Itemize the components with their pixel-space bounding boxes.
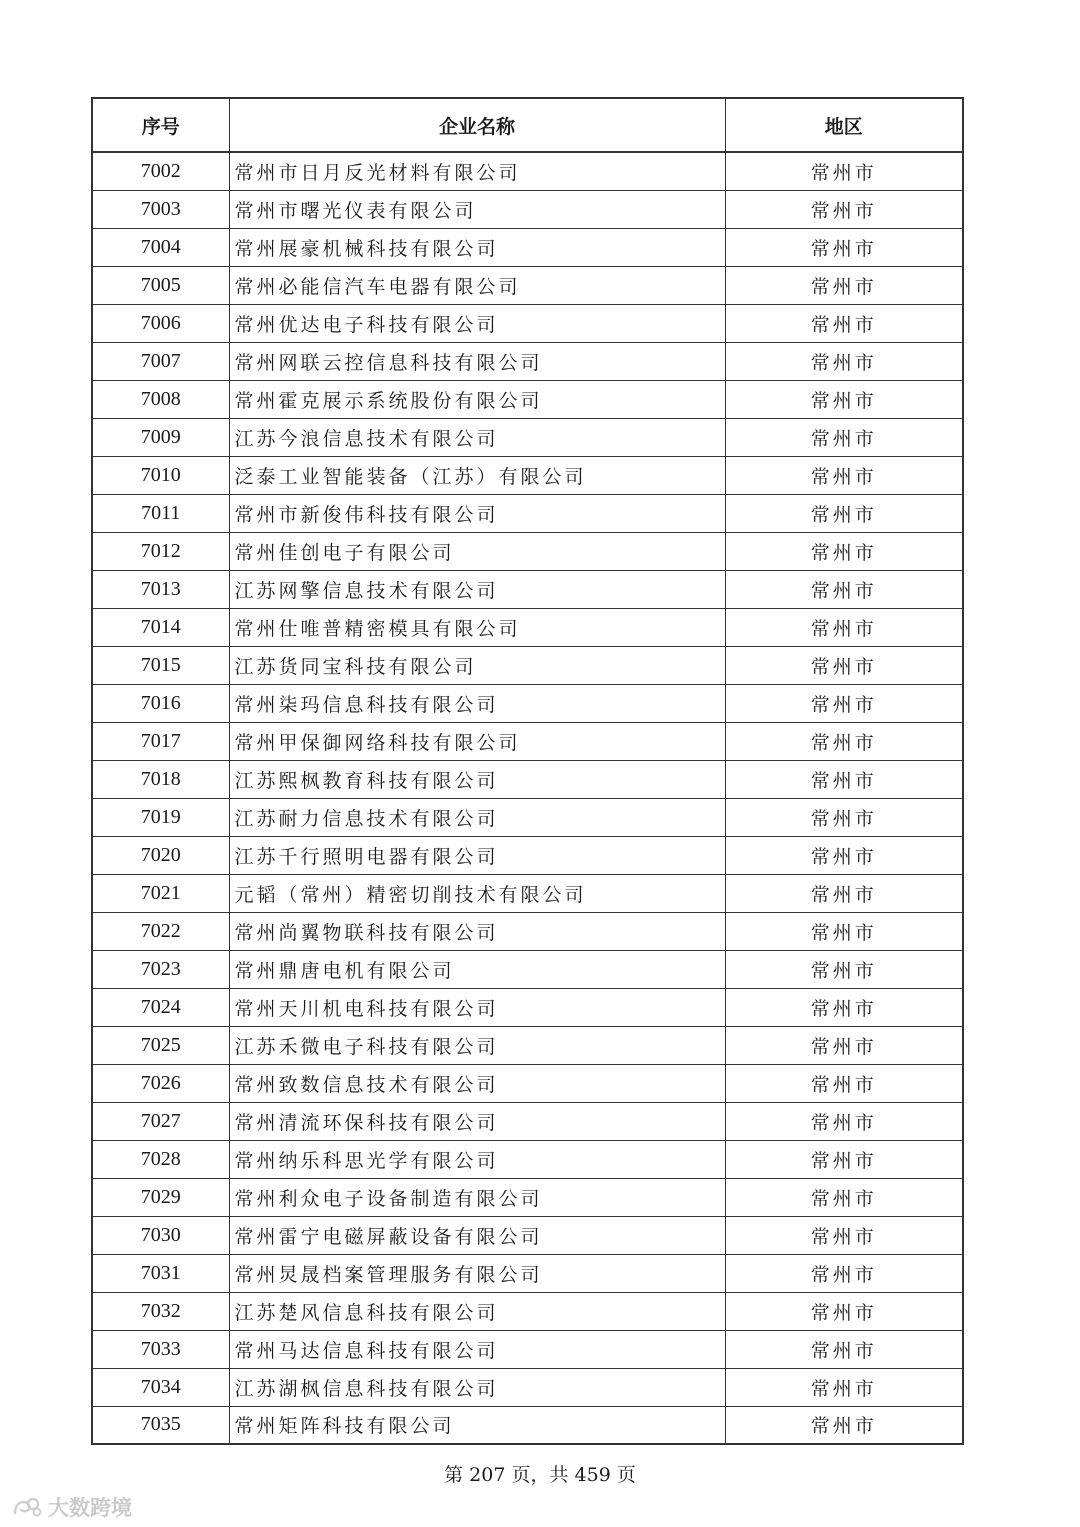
serial-cell: 7033 (92, 1330, 229, 1368)
region-cell: 常州市 (725, 1330, 963, 1368)
company-name-cell: 江苏熙枫教育科技有限公司 (229, 760, 725, 798)
serial-cell: 7014 (92, 608, 229, 646)
table-row (92, 418, 963, 456)
serial-cell: 7025 (92, 1026, 229, 1064)
serial-cell: 7029 (92, 1178, 229, 1216)
company-name-cell: 江苏湖枫信息科技有限公司 (229, 1368, 725, 1406)
table-row (92, 1368, 963, 1406)
region-cell: 常州市 (725, 1406, 963, 1444)
region-cell: 常州市 (725, 342, 963, 380)
serial-cell: 7023 (92, 950, 229, 988)
region-cell: 常州市 (725, 1140, 963, 1178)
company-name-cell: 常州利众电子设备制造有限公司 (229, 1178, 725, 1216)
serial-cell: 7012 (92, 532, 229, 570)
region-cell: 常州市 (725, 988, 963, 1026)
company-name-cell: 江苏禾微电子科技有限公司 (229, 1026, 725, 1064)
table-row (92, 1178, 963, 1216)
company-name-cell: 常州矩阵科技有限公司 (229, 1406, 725, 1444)
region-cell: 常州市 (725, 570, 963, 608)
serial-cell: 7028 (92, 1140, 229, 1178)
company-name-cell: 常州优达电子科技有限公司 (229, 304, 725, 342)
company-name-cell: 常州霍克展示系统股份有限公司 (229, 380, 725, 418)
serial-cell: 7017 (92, 722, 229, 760)
company-name-cell: 江苏货同宝科技有限公司 (229, 646, 725, 684)
table-body (92, 152, 963, 1444)
company-name-cell: 常州佳创电子有限公司 (229, 532, 725, 570)
table-row (92, 874, 963, 912)
brand-logo-icon (12, 1496, 42, 1518)
header-region: 地区 (725, 98, 963, 152)
company-name-cell: 江苏今浪信息技术有限公司 (229, 418, 725, 456)
region-cell: 常州市 (725, 722, 963, 760)
serial-cell: 7019 (92, 798, 229, 836)
region-cell: 常州市 (725, 152, 963, 190)
serial-cell: 7009 (92, 418, 229, 456)
page-number: 第 207 页，共 459 页 (444, 1464, 636, 1486)
region-cell: 常州市 (725, 1292, 963, 1330)
region-cell: 常州市 (725, 266, 963, 304)
company-name-cell: 常州致数信息技术有限公司 (229, 1064, 725, 1102)
serial-cell: 7006 (92, 304, 229, 342)
serial-cell: 7018 (92, 760, 229, 798)
region-cell: 常州市 (725, 304, 963, 342)
company-name-cell: 常州雷宁电磁屏蔽设备有限公司 (229, 1216, 725, 1254)
serial-cell: 7032 (92, 1292, 229, 1330)
table-row (92, 304, 963, 342)
serial-cell: 7031 (92, 1254, 229, 1292)
region-cell: 常州市 (725, 380, 963, 418)
company-name-cell: 元韬（常州）精密切削技术有限公司 (229, 874, 725, 912)
serial-cell: 7035 (92, 1406, 229, 1444)
serial-cell: 7016 (92, 684, 229, 722)
region-cell: 常州市 (725, 950, 963, 988)
region-cell: 常州市 (725, 874, 963, 912)
company-name-cell: 常州网联云控信息科技有限公司 (229, 342, 725, 380)
watermark (12, 1492, 132, 1522)
company-name-cell: 江苏千行照明电器有限公司 (229, 836, 725, 874)
company-name-cell: 常州市曙光仪表有限公司 (229, 190, 725, 228)
table-row (92, 380, 963, 418)
table-row (92, 1102, 963, 1140)
header-company-name: 企业名称 (229, 98, 725, 152)
region-cell: 常州市 (725, 1064, 963, 1102)
table-row (92, 798, 963, 836)
table-row (92, 1330, 963, 1368)
company-name-cell: 常州必能信汽车电器有限公司 (229, 266, 725, 304)
region-cell: 常州市 (725, 1216, 963, 1254)
serial-cell: 7015 (92, 646, 229, 684)
serial-cell: 7022 (92, 912, 229, 950)
table-row (92, 342, 963, 380)
region-cell: 常州市 (725, 1254, 963, 1292)
table-row (92, 190, 963, 228)
serial-cell: 7005 (92, 266, 229, 304)
company-table (91, 97, 964, 1445)
region-cell: 常州市 (725, 646, 963, 684)
serial-cell: 7004 (92, 228, 229, 266)
table-row (92, 266, 963, 304)
serial-cell: 7011 (92, 494, 229, 532)
table-row (92, 836, 963, 874)
serial-cell: 7002 (92, 152, 229, 190)
serial-cell: 7013 (92, 570, 229, 608)
table-row (92, 532, 963, 570)
region-cell: 常州市 (725, 1102, 963, 1140)
company-name-cell: 江苏楚风信息科技有限公司 (229, 1292, 725, 1330)
company-name-cell: 常州炅晟档案管理服务有限公司 (229, 1254, 725, 1292)
region-cell: 常州市 (725, 836, 963, 874)
company-name-cell: 常州纳乐科思光学有限公司 (229, 1140, 725, 1178)
table-row (92, 1292, 963, 1330)
table-row (92, 1216, 963, 1254)
company-name-cell: 常州柒玛信息科技有限公司 (229, 684, 725, 722)
company-name-cell: 常州展豪机械科技有限公司 (229, 228, 725, 266)
table-row (92, 760, 963, 798)
serial-cell: 7003 (92, 190, 229, 228)
region-cell: 常州市 (725, 1026, 963, 1064)
region-cell: 常州市 (725, 190, 963, 228)
serial-cell: 7027 (92, 1102, 229, 1140)
region-cell: 常州市 (725, 456, 963, 494)
serial-cell: 7034 (92, 1368, 229, 1406)
company-name-cell: 常州市新俊伟科技有限公司 (229, 494, 725, 532)
watermark-text: 大数跨境 (48, 1496, 132, 1520)
table-row (92, 1254, 963, 1292)
table-row (92, 950, 963, 988)
region-cell: 常州市 (725, 684, 963, 722)
company-name-cell: 常州尚翼物联科技有限公司 (229, 912, 725, 950)
table-row (92, 456, 963, 494)
company-name-cell: 江苏耐力信息技术有限公司 (229, 798, 725, 836)
table-row (92, 646, 963, 684)
region-cell: 常州市 (725, 608, 963, 646)
serial-cell: 7030 (92, 1216, 229, 1254)
table-header-row (92, 98, 963, 152)
serial-cell: 7010 (92, 456, 229, 494)
region-cell: 常州市 (725, 760, 963, 798)
table-row (92, 570, 963, 608)
serial-cell: 7021 (92, 874, 229, 912)
region-cell: 常州市 (725, 532, 963, 570)
company-name-cell: 常州仕唯普精密模具有限公司 (229, 608, 725, 646)
table-row (92, 228, 963, 266)
table-row (92, 152, 963, 190)
region-cell: 常州市 (725, 1368, 963, 1406)
table-row (92, 1064, 963, 1102)
table-row (92, 988, 963, 1026)
company-list-sheet (91, 97, 962, 1445)
header-serial: 序号 (92, 98, 229, 152)
company-name-cell: 常州马达信息科技有限公司 (229, 1330, 725, 1368)
region-cell: 常州市 (725, 912, 963, 950)
company-name-cell: 常州市日月反光材料有限公司 (229, 152, 725, 190)
table-row (92, 1406, 963, 1444)
serial-cell: 7026 (92, 1064, 229, 1102)
region-cell: 常州市 (725, 228, 963, 266)
table-row (92, 1140, 963, 1178)
table-row (92, 494, 963, 532)
region-cell: 常州市 (725, 418, 963, 456)
table-row (92, 684, 963, 722)
company-name-cell: 常州天川机电科技有限公司 (229, 988, 725, 1026)
company-name-cell: 江苏网擎信息技术有限公司 (229, 570, 725, 608)
region-cell: 常州市 (725, 798, 963, 836)
company-name-cell: 常州清流环保科技有限公司 (229, 1102, 725, 1140)
serial-cell: 7024 (92, 988, 229, 1026)
serial-cell: 7008 (92, 380, 229, 418)
company-name-cell: 泛泰工业智能装备（江苏）有限公司 (229, 456, 725, 494)
table-row (92, 722, 963, 760)
table-row (92, 1026, 963, 1064)
region-cell: 常州市 (725, 1178, 963, 1216)
serial-cell: 7007 (92, 342, 229, 380)
serial-cell: 7020 (92, 836, 229, 874)
table-row (92, 912, 963, 950)
company-name-cell: 常州甲保御网络科技有限公司 (229, 722, 725, 760)
region-cell: 常州市 (725, 494, 963, 532)
company-name-cell: 常州鼎唐电机有限公司 (229, 950, 725, 988)
table-row (92, 608, 963, 646)
